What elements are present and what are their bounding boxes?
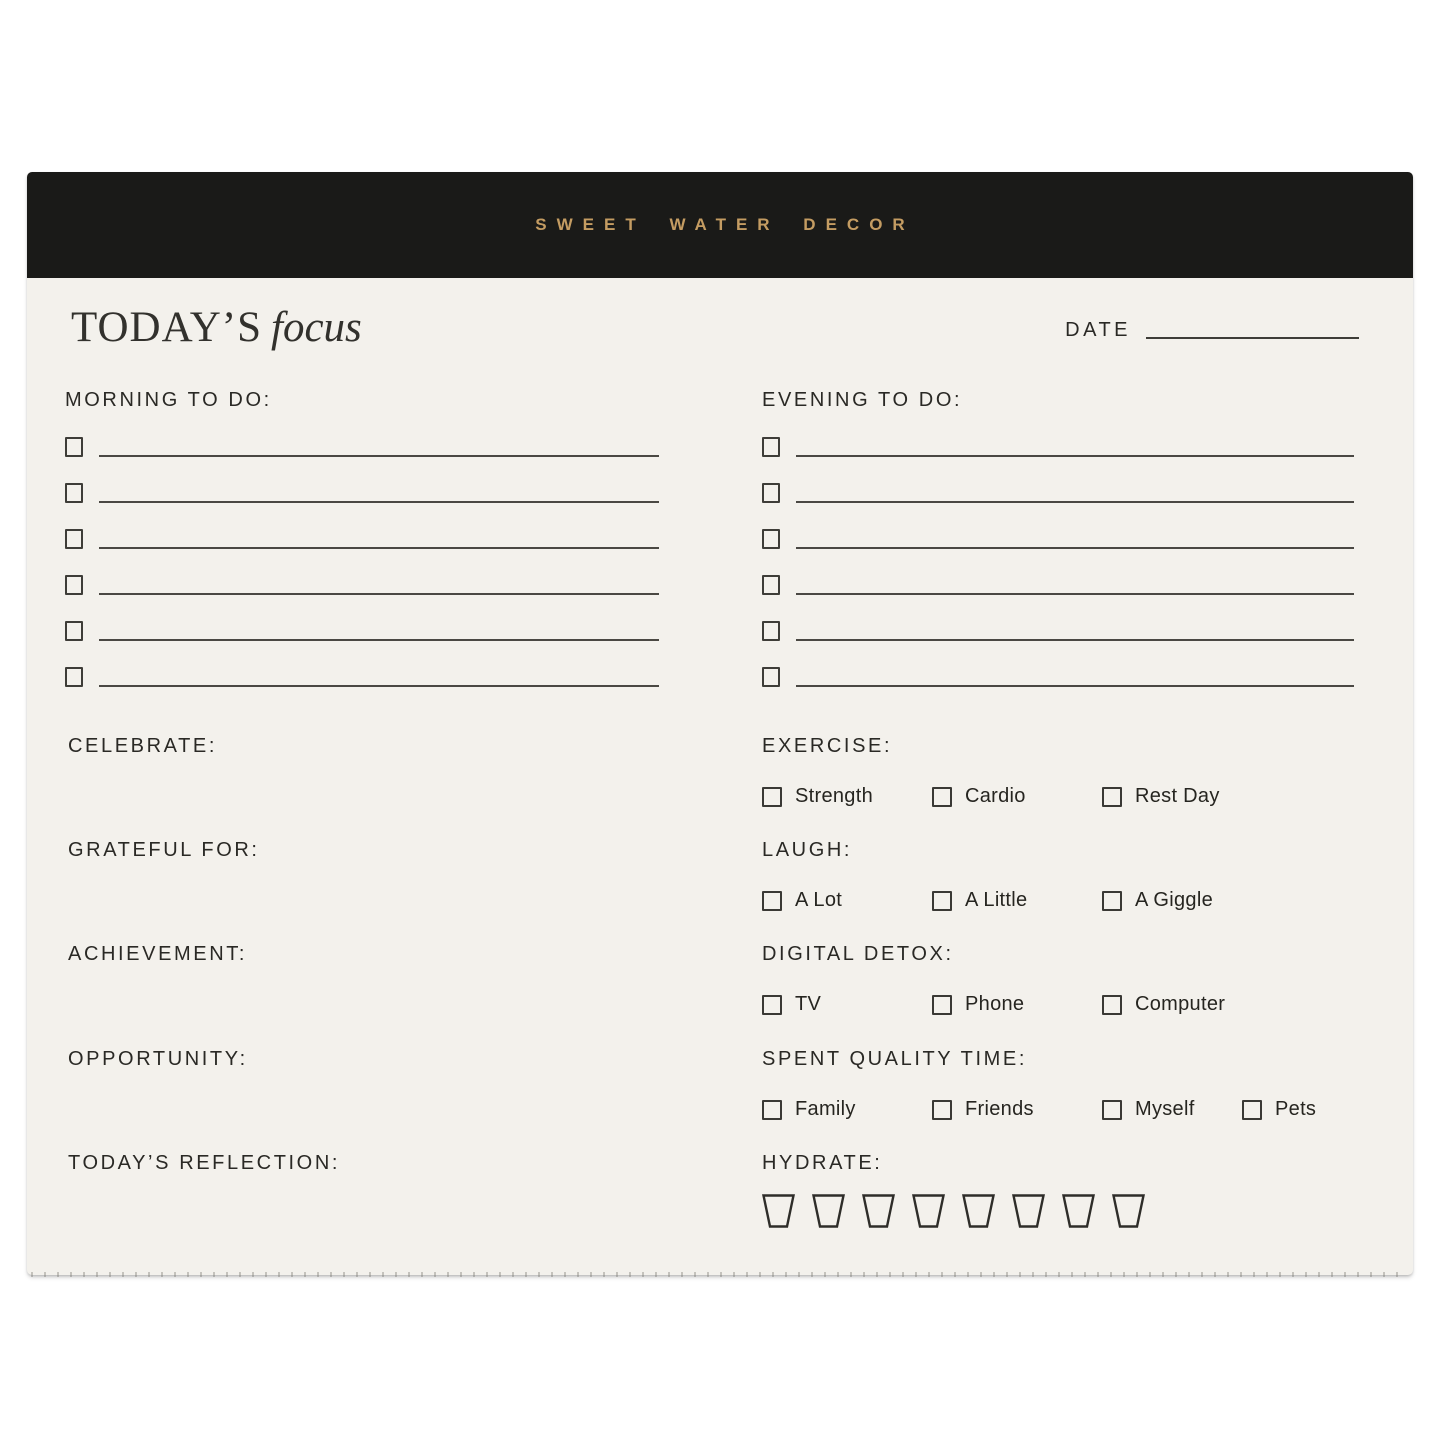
todo-write-line[interactable] (796, 455, 1354, 457)
todo-row (762, 503, 1354, 549)
todo-write-line[interactable] (99, 685, 659, 687)
option-strength (762, 785, 932, 808)
exercise-options (762, 785, 1402, 808)
todo-row (65, 641, 659, 687)
todo-row (762, 549, 1354, 595)
todo-write-line[interactable] (99, 639, 659, 641)
page-title-accent: focus (271, 304, 362, 351)
option-label: Cardio (965, 785, 1026, 807)
prompt-celebrate: CELEBRATE: (68, 735, 217, 757)
todo-row (65, 457, 659, 503)
todo-row (65, 411, 659, 457)
water-cup-icon[interactable] (962, 1194, 995, 1228)
water-cup-icon[interactable] (912, 1194, 945, 1228)
option-computer (1102, 993, 1225, 1016)
todo-row (65, 595, 659, 641)
exercise-label: EXERCISE: (762, 735, 893, 757)
option-cardio (932, 785, 1102, 808)
option-label: TV (795, 993, 822, 1015)
option-label: Family (795, 1098, 856, 1120)
exercise-section (762, 735, 1402, 808)
option-checkbox[interactable] (762, 995, 782, 1015)
todo-row (65, 503, 659, 549)
option-checkbox[interactable] (932, 995, 952, 1015)
prompt-grateful-for: GRATEFUL FOR: (68, 839, 260, 861)
todo-write-line[interactable] (796, 547, 1354, 549)
prompt-achievement: ACHIEVEMENT: (68, 943, 248, 965)
todo-write-line[interactable] (796, 639, 1354, 641)
todo-row (65, 549, 659, 595)
hydrate-label: HYDRATE: (762, 1152, 883, 1174)
todo-row (762, 595, 1354, 641)
digital-detox-section (762, 943, 1402, 1016)
todo-write-line[interactable] (796, 501, 1354, 503)
laugh-options (762, 889, 1402, 912)
todo-checkbox[interactable] (65, 667, 83, 687)
option-checkbox[interactable] (762, 1100, 782, 1120)
water-cup-icon[interactable] (862, 1194, 895, 1228)
todo-write-line[interactable] (796, 685, 1354, 687)
todo-checkbox[interactable] (762, 575, 780, 595)
quality-time-options (762, 1098, 1402, 1121)
morning-todo-section (65, 389, 659, 687)
option-checkbox[interactable] (1102, 1100, 1122, 1120)
option-myself (1102, 1098, 1242, 1121)
todo-write-line[interactable] (99, 455, 659, 457)
evening-todo-rows (762, 411, 1354, 687)
todo-checkbox[interactable] (65, 483, 83, 503)
option-label: Strength (795, 785, 874, 807)
option-checkbox[interactable] (1242, 1100, 1262, 1120)
laugh-label: LAUGH: (762, 839, 853, 861)
page-title (71, 303, 362, 352)
todo-row (762, 641, 1354, 687)
date-input-line[interactable] (1146, 337, 1359, 339)
option-tv (762, 993, 932, 1016)
option-label: Phone (965, 993, 1025, 1015)
todo-checkbox[interactable] (762, 621, 780, 641)
notepad-page (27, 172, 1413, 1275)
todo-checkbox[interactable] (65, 437, 83, 457)
prompt-todays-reflection: TODAY’S REFLECTION: (68, 1152, 341, 1174)
brand-name: SWEET WATER DECOR (535, 215, 915, 234)
todo-checkbox[interactable] (65, 621, 83, 641)
quality-time-label: SPENT QUALITY TIME: (762, 1048, 1028, 1070)
evening-todo-section (762, 389, 1354, 687)
option-checkbox[interactable] (932, 891, 952, 911)
option-phone (932, 993, 1102, 1016)
option-label: Pets (1275, 1098, 1317, 1120)
morning-todo-label: MORNING TO DO: (65, 389, 272, 411)
hydrate-section (762, 1152, 1402, 1228)
option-checkbox[interactable] (1102, 995, 1122, 1015)
option-label: Myself (1135, 1098, 1195, 1120)
option-label: A Little (965, 889, 1028, 911)
option-checkbox[interactable] (1102, 891, 1122, 911)
option-label: A Giggle (1135, 889, 1214, 911)
option-a-lot (762, 889, 932, 912)
todo-checkbox[interactable] (762, 667, 780, 687)
option-checkbox[interactable] (932, 1100, 952, 1120)
digital-detox-options (762, 993, 1402, 1016)
option-label: Computer (1135, 993, 1226, 1015)
option-label: A Lot (795, 889, 843, 911)
water-cup-icon[interactable] (1062, 1194, 1095, 1228)
date-field (1065, 318, 1359, 342)
digital-detox-label: DIGITAL DETOX: (762, 943, 954, 965)
quality-time-section (762, 1048, 1402, 1121)
todo-row (762, 457, 1354, 503)
laugh-section (762, 839, 1402, 912)
todo-checkbox[interactable] (762, 483, 780, 503)
option-checkbox[interactable] (762, 787, 782, 807)
water-cup-icon[interactable] (1112, 1194, 1145, 1228)
page-title-main: TODAY’S (71, 304, 262, 351)
option-pets (1242, 1098, 1316, 1121)
todo-checkbox[interactable] (762, 437, 780, 457)
brand-bar (27, 172, 1413, 278)
option-friends (932, 1098, 1102, 1121)
option-a-giggle (1102, 889, 1213, 912)
todo-write-line[interactable] (99, 501, 659, 503)
todo-write-line[interactable] (99, 593, 659, 595)
todo-row (762, 411, 1354, 457)
option-checkbox[interactable] (1102, 787, 1122, 807)
option-checkbox[interactable] (932, 787, 952, 807)
option-family (762, 1098, 932, 1121)
todo-checkbox[interactable] (65, 575, 83, 595)
option-rest-day (1102, 785, 1220, 808)
option-label: Friends (965, 1098, 1034, 1120)
water-cup-icon[interactable] (812, 1194, 845, 1228)
option-a-little (932, 889, 1102, 912)
morning-todo-rows (65, 411, 659, 687)
hydrate-cups (762, 1194, 1402, 1228)
todo-write-line[interactable] (796, 593, 1354, 595)
option-checkbox[interactable] (762, 891, 782, 911)
water-cup-icon[interactable] (762, 1194, 795, 1228)
option-label: Rest Day (1135, 785, 1220, 807)
todo-checkbox[interactable] (762, 529, 780, 549)
prompt-opportunity: OPPORTUNITY: (68, 1048, 248, 1070)
todo-write-line[interactable] (99, 547, 659, 549)
evening-todo-label: EVENING TO DO: (762, 389, 963, 411)
water-cup-icon[interactable] (1012, 1194, 1045, 1228)
todo-checkbox[interactable] (65, 529, 83, 549)
date-label: DATE (1065, 319, 1131, 341)
